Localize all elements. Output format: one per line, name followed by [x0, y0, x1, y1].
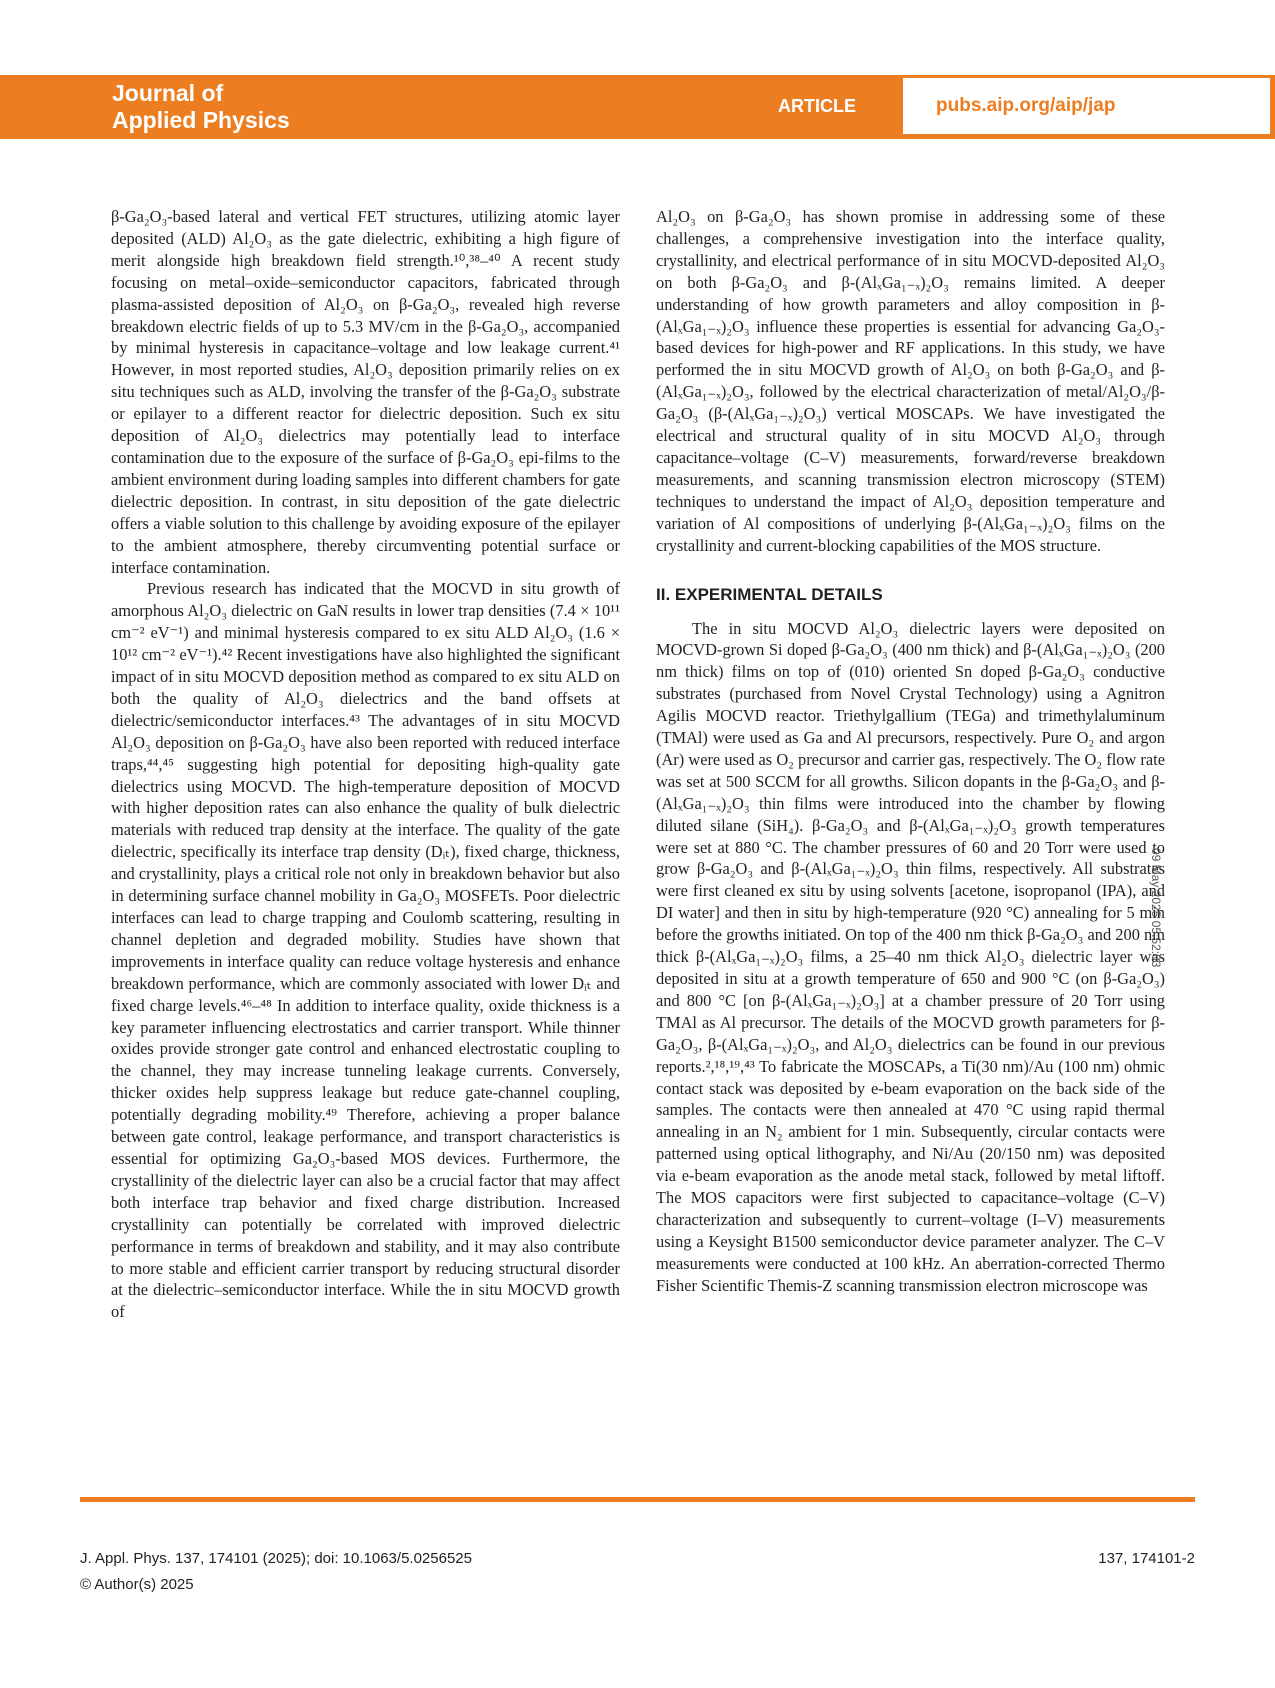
journal-title-line2: Applied Physics — [112, 107, 290, 133]
footer-left — [80, 1546, 472, 1598]
journal-url-link[interactable]: pubs.aip.org/aip/jap — [936, 95, 1116, 116]
citation-text: J. Appl. Phys. 137, 174101 (2025); doi: 10.1063/5.0256525 — [80, 1550, 472, 1567]
copyright-text: © Author(s) 2025 — [80, 1576, 194, 1593]
journal-title — [112, 80, 290, 134]
right-column — [656, 206, 1165, 1458]
article-type-label: ARTICLE — [778, 96, 856, 116]
page-number: 137, 174101-2 — [1098, 1550, 1195, 1567]
body-paragraph: The in situ MOCVD Al₂O₃ dielectric layers were deposited on MOCVD-grown Si doped β-Ga₂O₃ (400 nm thick) and β-(AlₓGa₁₋ₓ)₂O₃ (200 nm thick) films on top of (010) oriented Sn doped β-Ga₂O₃ conductive substrates (purchased from Novel Crystal Technology) using a Agnitron Agilis MOCVD reactor. Triethylgallium (TEGa) and trimethylaluminum (TMAl) were used as Ga and Al precursors, respectively. Pure O₂ and argon (Ar) were used as O₂ precursor and carrier gas, respectively. The O₂ flow rate was set at 500 SCCM for all growths. Silicon dopants in the β-Ga₂O₃ and β-(AlₓGa₁₋ₓ)₂O₃ thin films were introduced into the chamber by flowing diluted silane (SiH₄). β-Ga₂O₃ and β-(AlₓGa₁₋ₓ)₂O₃ growth temperatures were set at 880 °C. The chamber pressures of 60 and 20 Torr were used to grow β-Ga₂O₃ and β-(AlₓGa₁₋ₓ)₂O₃ thin films, respectively. All substrates were first cleaned ex situ by using solvents [acetone, isopropanol (IPA), and DI water] and then in situ by high-temperature (920 °C) annealing for 5 min before the growths initiated. On top of the 400 nm thick β-Ga₂O₃ and 200 nm thick β-(AlₓGa₁₋ₓ)₂O₃ films, a 25–40 nm thick Al₂O₃ dielectric layer was deposited in situ at a growth temperature of 650 and 900 °C (on β-Ga₂O₃) and 800 °C [on β-(AlₓGa₁₋ₓ)₂O₃] at a chamber pressure of 20 Torr using TMAl as Al precursor. The details of the MOCVD growth parameters for β-Ga₂O₃, β-(AlₓGa₁₋ₓ)₂O₃, and Al₂O₃ dielectrics can be found in our previous reports.²,¹⁸,¹⁹,⁴³ To fabricate the MOSCAPs, a Ti(30 nm)/Au (100 nm) ohmic contact stack was deposited by e-beam evaporation on the back side of the samples. The contacts were then annealed at 470 °C using rapid thermal annealing in an N₂ ambient for 1 min. Subsequently, circular contacts were patterned using optical lithography, and Ni/Au (20/150 nm) was deposited via e-beam evaporation as the anode metal stack, followed by metal liftoff. The MOS capacitors were first subjected to capacitance–voltage (C–V) characterization and subsequently to current–voltage (I–V) measurements using a Keysight B1500 semiconductor device parameter analyzer. The C–V measurements were conducted at 100 kHz. An aberration-corrected Thermo Fisher Scientific Themis-Z scanning transmission electron microscope was — [656, 618, 1165, 1295]
left-column — [111, 206, 620, 1458]
body-paragraph: β-Ga₂O₃-based lateral and vertical FET structures, utilizing atomic layer deposited (ALD) Al₂O₃ as the gate dielectric, exhibiting a high figure of merit alongside high breakdown field strength.¹⁰,³⁸–⁴⁰ A recent study focusing on metal–oxide–semiconductor capacitors, fabricated through plasma-assisted deposition of Al₂O₃ on β-Ga₂O₃, revealed high reverse breakdown electric fields of up to 5.3 MV/cm in the β-Ga₂O₃, accompanied by minimal hysteresis in capacitance–voltage and low leakage current.⁴¹ However, in most reported studies, Al₂O₃ deposition primarily relies on ex situ techniques such as ALD, involving the transfer of the β-Ga₂O₃ substrate or epilayer to a different reactor for dielectric deposition. Such ex situ deposition of Al₂O₃ dielectrics may potentially lead to interface contamination due to the exposure of the surface of β-Ga₂O₃ epi-films to the ambient environment during loading samples into different chambers for gate dielectric deposition. In contrast, in situ deposition of the gate dielectric offers a viable solution to this challenge by avoiding exposure of the epilayer to the ambient atmosphere, thereby circumventing potential surface or interface contamination. — [111, 207, 620, 577]
section-heading: II. EXPERIMENTAL DETAILS — [656, 584, 883, 604]
body-paragraph: Al₂O₃ on β-Ga₂O₃ has shown promise in addressing some of these challenges, a comprehensive investigation into the interface quality, crystallinity, and electrical performance of in situ MOCVD-deposited Al₂O₃ on both β-Ga₂O₃ and β-(AlₓGa₁₋ₓ)₂O₃ remains limited. A deeper understanding of how growth parameters and alloy composition in β-(AlₓGa₁₋ₓ)₂O₃ influence these properties is essential for advancing Ga₂O₃-based devices for high-power and RF applications. In this study, we have performed the in situ MOCVD growth of Al₂O₃ on both β-Ga₂O₃ and β-(AlₓGa₁₋ₓ)₂O₃, followed by the electrical characterization of metal/Al₂O₃/β-Ga₂O₃ (β-(AlₓGa₁₋ₓ)₂O₃) vertical MOSCAPs. We have investigated the electrical and structural quality of in situ MOCVD Al₂O₃ through capacitance–voltage (C–V) measurements, forward/reverse breakdown measurements, and scanning transmission electron microscopy (STEM) techniques to understand the impact of Al₂O₃ deposition temperature and variation of Al compositions of underlying β-(AlₓGa₁₋ₓ)₂O₃ films on the crystallinity and current-blocking capabilities of the MOS structure. — [656, 207, 1165, 555]
body-paragraph: Previous research has indicated that the MOCVD in situ growth of amorphous Al₂O₃ dielectric on GaN results in lower trap densities (7.4 × 10¹¹ cm⁻² eV⁻¹) and minimal hysteresis compared to ex situ ALD Al₂O₃ (1.6 × 10¹² cm⁻² eV⁻¹).⁴² Recent investigations have also highlighted the significant impact of in situ MOCVD deposition method as compared to ex situ ALD on both the quality of Al₂O₃ dielectrics and the band offsets at dielectric/semiconductor interfaces.⁴³ The advantages of in situ MOCVD Al₂O₃ deposition on β-Ga₂O₃ have also been reported with reduced interface traps,⁴⁴,⁴⁵ suggesting high potential for depositing high-quality gate dielectrics using MOCVD. The high-temperature deposition of MOCVD with higher deposition rates can also enhance the quality of bulk dielectric materials with reduced trap density at the interface. The quality of the gate dielectric, specifically its interface trap density (Dᵢₜ), fixed charge, thickness, and crystallinity, plays a critical role not only in breakdown behavior but also in determining surface channel mobility in Ga₂O₃ MOSFETs. Poor dielectric interfaces can lead to charge trapping and Coulomb scattering, resulting in channel depletion and degraded mobility. Studies have shown that improvements in interface quality can reduce voltage hysteresis and enhance breakdown performance, which are commonly associated with lower Dᵢₜ and fixed charge levels.⁴⁶–⁴⁸ In addition to interface quality, oxide thickness is a key parameter influencing electrostatics and carrier transport. While thinner oxides provide stronger gate control and enhanced electrostatic coupling to the channel, they may increase tunneling leakage currents. Conversely, thicker oxides help suppress leakage but reduce gate-channel coupling, potentially degrading mobility.⁴⁹ Therefore, achieving a proper balance between gate control, leakage performance, and transport characteristics is essential for optimizing Ga₂O₃-based MOS devices. Furthermore, the crystallinity of the dielectric layer can also be a crucial factor that may affect both interface trap behavior and fixed charge distribution. Increased crystallinity can potentially be correlated with improved dielectric performance in terms of breakdown and stability, and it may also contribute to more stable and efficient carrier transport by reducing structural disorder at the dielectric–semiconductor interface. While the in situ MOCVD growth of — [111, 579, 620, 1322]
footer-rule — [80, 1497, 1195, 1502]
download-timestamp: 09 May 2025 05:52:03 — [1149, 848, 1163, 968]
journal-title-line1: Journal of — [112, 80, 224, 106]
